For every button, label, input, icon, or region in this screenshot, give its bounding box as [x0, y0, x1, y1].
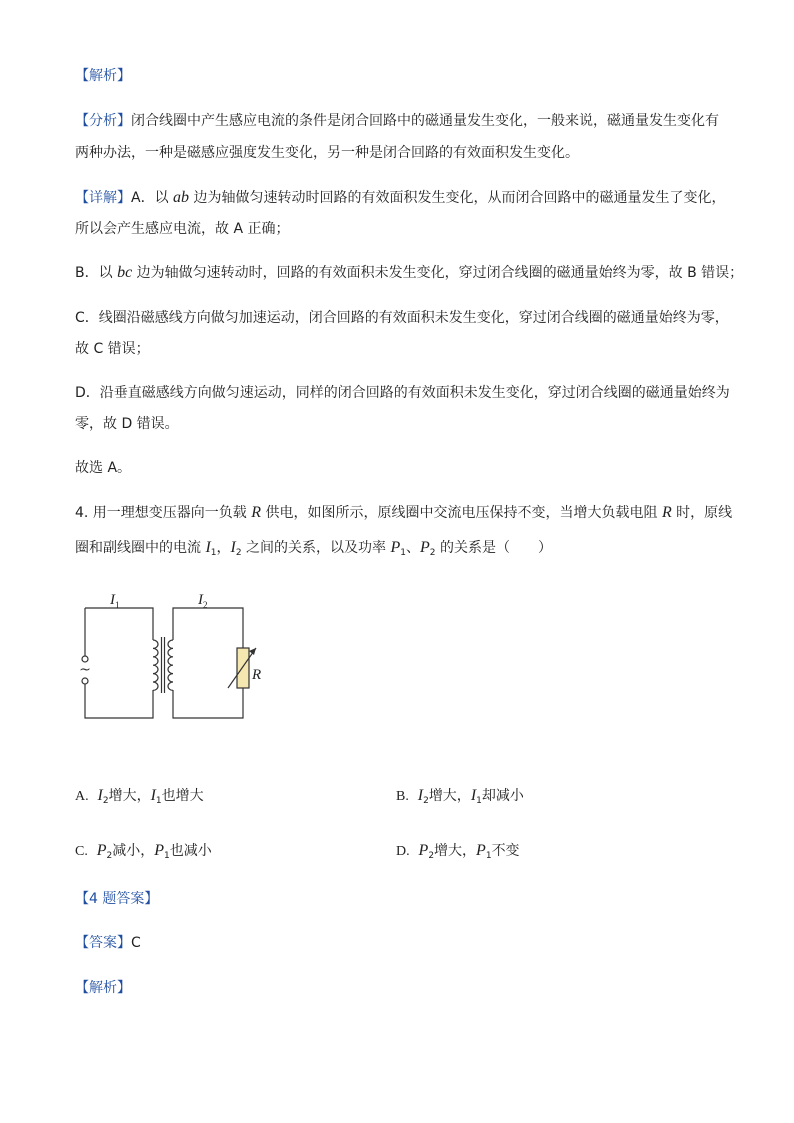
primary-coil: [153, 640, 158, 690]
question4-answer-header: 【4 题答案】: [75, 891, 159, 907]
xiangjie-label: 【详解】: [75, 190, 131, 206]
secondary-circuit: [173, 608, 243, 718]
detail-d-line1: D．沿垂直磁感线方向做匀速运动，同样的闭合回路的有效面积未发生变化，穿过闭合线圈的磁通量始终为: [75, 385, 730, 401]
label-I2: $I_2$: [198, 592, 208, 610]
label-R: R: [252, 667, 262, 683]
question4-line2: 圈和副线圈中的电流 $I_1$，$I_2$ 之间的关系，以及功率 $P_1$、$P_2$ 的关系是（ ）: [75, 539, 552, 558]
option-d[interactable]: D. $P_2$增大，$P_1$不变: [396, 842, 520, 861]
detail-a-line2: 所以会产生感应电流，故 A 正确；: [75, 221, 290, 237]
detail-b: B．以 bc 边为轴做匀速转动时，回路的有效面积未发生变化，穿过闭合线圈的磁通量始终为零，故 B 错误；: [75, 264, 744, 281]
source-terminal-bottom: [82, 678, 88, 684]
primary-circuit: [85, 608, 153, 718]
detail-c-line2: 故 C 错误；: [75, 341, 150, 357]
variable-resistor: [237, 648, 249, 688]
analysis-header-2: 【解析】: [75, 980, 131, 996]
fenxi-label: 【分析】: [75, 113, 131, 129]
transformer-circuit-diagram: [70, 585, 270, 730]
answer-value: C: [131, 935, 141, 951]
analysis-paragraph-line1: 【分析】闭合线圈中产生感应电流的条件是闭合回路中的磁通量发生变化，一般来说，磁通量发生变化有: [75, 113, 719, 129]
option-c[interactable]: C. $P_2$减小，$P_1$也减小: [75, 842, 212, 861]
detail-d-line2: 零，故 D 错误。: [75, 416, 179, 432]
conclusion: 故选 A。: [75, 460, 132, 476]
answer-line: [75, 933, 141, 953]
label-I1: $I_1$: [110, 592, 120, 610]
option-b[interactable]: B. $I_2$增大，$I_1$却减小: [396, 787, 524, 806]
question4-line1: 4. 用一理想变压器向一负载 R 供电，如图所示，原线圈中交流电压保持不变，当增大负载电阻 R 时，原线: [75, 504, 733, 521]
option-a[interactable]: A. $I_2$增大，$I_1$也增大: [75, 787, 204, 806]
ac-source-symbol: ~: [79, 662, 91, 678]
analysis-header: 【解析】: [75, 68, 131, 84]
analysis-paragraph-line2: 两种办法，一种是磁感应强度发生变化，另一种是闭合回路的有效面积发生变化。: [75, 145, 579, 161]
detail-a-line1: 【详解】A．以 ab 边为轴做匀速转动时回路的有效面积发生变化，从而闭合回路中的磁通量发生了变化，: [75, 189, 726, 206]
detail-c-line1: C．线圈沿磁感线方向做匀加速运动，闭合回路的有效面积未发生变化，穿过闭合线圈的磁通量始终为零，: [75, 310, 729, 326]
secondary-coil: [168, 640, 173, 690]
answer-label: 【答案】: [75, 935, 131, 951]
